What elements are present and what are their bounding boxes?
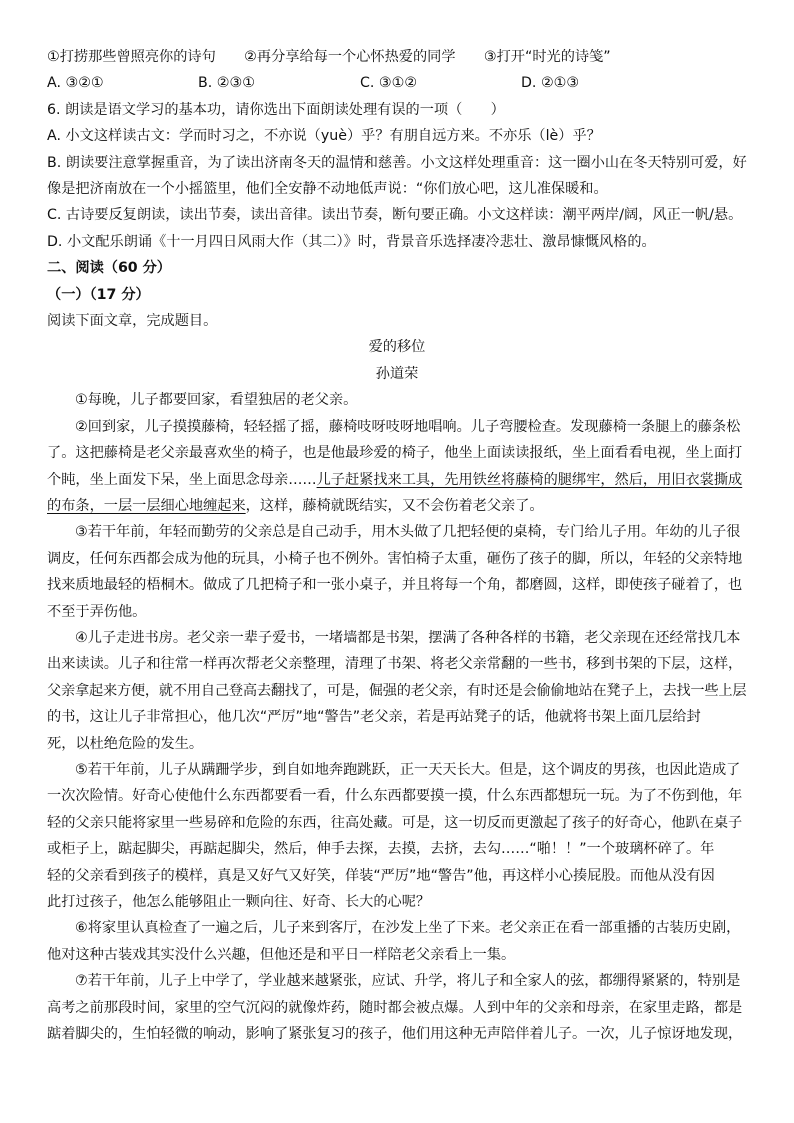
paragraph-2-line: 了。这把藤椅是老父亲最喜欢坐的椅子，也是他最珍爱的椅子，他坐上面读读报纸，坐上面看看电视，坐上面打 [47, 445, 743, 462]
paragraph-4-line: ④儿子走进书房。老父亲一辈子爱书，一堵墙都是书架，摆满了各种各样的书籍，老父亲现在还经常找几本 [75, 629, 741, 646]
q5-option-c: C. ③①② [360, 75, 418, 92]
q5-option-d: D. ②①③ [521, 75, 580, 92]
paragraph-7-line: ⑦若干年前，儿子上中学了，学业越来越紧张，应试、升学，将儿子和全家人的弦，都绷得紧紧的，特别是 [75, 973, 741, 990]
paragraph-1: ①每晚，儿子都要回家，看望独居的老父亲。 [75, 392, 358, 409]
paragraph-3-line: ③若干年前，年轻而勤劳的父亲总是自己动手，用木头做了几把轻便的桌椅，专门给儿子用。年幼的儿子很 [75, 524, 741, 541]
reading-instruction: 阅读下面文章，完成题目。 [47, 313, 218, 330]
q5-option-a: A. ③②① [47, 75, 104, 92]
paragraph-5-line: 轻的父亲看到孩子的模样，真是又好气又好笑，佯装“严厉”地“警告”他，再这样小心揍屁股。而他从没有因 [47, 867, 715, 884]
paragraph-4-line: 死，以杜绝危险的发生。 [47, 735, 204, 752]
q5-items: ①打捞那些曾照亮你的诗句 ②再分享给每一个心怀热爱的同学 ③打开“时光的诗笺” [47, 49, 611, 65]
paragraph-5-line: 此打过孩子，他怎么能够阻止一颗向往、好奇、长大的心呢？ [47, 894, 431, 910]
paragraph-4 [47, 625, 747, 757]
text-run: ，这样，藤椅就既结实，又不会伤着老父亲了。 [245, 497, 544, 514]
q5-options [47, 70, 747, 96]
paragraph-5-line: ⑤若干年前，儿子从蹒跚学步，到自如地奔跑跳跃，正一天天长大。但是，这个调皮的男孩，也因此造成了 [75, 761, 741, 778]
paragraph-3-line: 找来质地最轻的梧桐木。做成了几把椅子和一张小桌子，并且将每一个角，都磨圆，这样，即使孩子碰着了，也 [47, 577, 743, 594]
q6-option-b-line2: 像是把济南放在一个小摇篮里，他们全安静不动地低声说：“你们放心吧，这儿准保暖和。 [47, 181, 608, 198]
paragraph-7-line: 高考之前那段时间，家里的空气沉闷的就像炸药，随时都会被点爆。人到中年的父亲和母亲，在家里走路，都是 [47, 999, 743, 1016]
paragraph-3-line: 调皮，任何东西都会成为他的玩具，小椅子也不例外。害怕椅子太重，砸伤了孩子的脚，所以，年轻的父亲特地 [47, 550, 743, 567]
text-run: 个盹，坐上面发下呆，坐上面思念母亲…… [47, 471, 317, 488]
paragraph-5 [47, 757, 747, 915]
q6-stem: 6. 朗读是语文学习的基本功，请你选出下面朗读处理有误的一项（ ） [47, 101, 505, 118]
paragraph-4-line: 的书，这让儿子非常担心，他几次“严厉”地“警告”老父亲，若是再站凳子的话，他就将书架上面几层给封 [47, 709, 701, 726]
article-author: 孙道荣 [375, 365, 419, 382]
paragraph-3 [47, 519, 747, 625]
paragraph-6-line: ⑥将家里认真检查了一遍之后，儿子来到客厅，在沙发上坐了下来。老父亲正在看一部重播的古装历史剧， [75, 920, 741, 937]
paragraph-5-line: 轻的父亲只能将家里一些易碎和危险的东西，往高处藏。可是，这一切反而更激起了孩子的好奇心，他趴在桌子 [47, 814, 743, 831]
paragraph-7-line: 踮着脚尖的，生怕轻微的响动，影响了紧张复习的孩子，他们用这种无声陪伴着儿子。一次，儿子惊讶地发现， [47, 1026, 743, 1043]
article-title: 爱的移位 [368, 339, 426, 356]
underlined-sentence: 的布条，一层一层细心地缠起来 [47, 497, 246, 514]
paragraph-6 [47, 915, 747, 968]
paragraph-5-line: 一次次险情。好奇心使他什么东西都要看一看，什么东西都要摸一摸，什么东西都想玩一玩。为了不伤到他，年 [47, 788, 743, 805]
section-heading: 二、阅读（60 分） [47, 260, 171, 277]
paragraph-2-line: ②回到家，儿子摸摸藤椅，轻轻摇了摇，藤椅吱呀吱呀地唱响。儿子弯腰检查。发现藤椅一条腿上的藤条松 [75, 418, 741, 435]
paragraph-2-line [47, 467, 747, 493]
paragraph-2 [47, 414, 747, 520]
paragraph-4-line: 父亲拿起来方便，就不用自己登高去翻找了，可是，倔强的老父亲，有时还是会偷偷地站在凳子上，去找一些上层 [47, 682, 747, 699]
paragraph-5-line: 或柜子上，踮起脚尖，再踮起脚尖，然后，伸手去探，去摸，去挤，去勾……“啪！！”一个玻璃杯碎了。年 [47, 841, 715, 858]
paragraph-4-line: 出来读读。儿子和往常一样再次帮老父亲整理，清理了书架、将老父亲常翻的一些书，移到书架的下层，这样， [47, 656, 743, 673]
paragraph-2-line [47, 493, 747, 519]
q6-option-a: A. 小文这样读古文：学而时习之，不亦说（yuè）乎？有朋自远方来。不亦乐（lè）乎？ [47, 128, 601, 145]
document-page [47, 44, 747, 1047]
paragraph-6-line: 他对这种古装戏其实没什么兴趣，但他还是和平日一样陪老父亲看上一集。 [47, 946, 516, 963]
part-heading: （一）（17 分） [47, 286, 150, 303]
underlined-sentence: 儿子赶紧找来工具，先用铁丝将藤椅的腿绑牢，然后，用旧衣裳撕成 [316, 471, 743, 488]
q5-option-b: B. ②③① [198, 75, 255, 92]
paragraph-7 [47, 968, 747, 1047]
q6-option-d: D. 小文配乐朗诵《十一月四日风雨大作（其二）》时，背景音乐选择凄冷悲壮、激昂慷慨风格的。 [47, 233, 656, 250]
q6-option-b-line1: B. 朗读要注意掌握重音，为了读出济南冬天的温情和慈善。小文这样处理重音：这一圈小山在冬天特别可爱，好 [47, 154, 747, 171]
paragraph-3-line: 不至于弄伤他。 [47, 603, 147, 620]
q6-option-c: C. 古诗要反复朗读，读出节奏，读出音律。读出节奏，断句要正确。小文这样读：潮平两岸/阔，风正一帆/悬。 [47, 207, 743, 224]
